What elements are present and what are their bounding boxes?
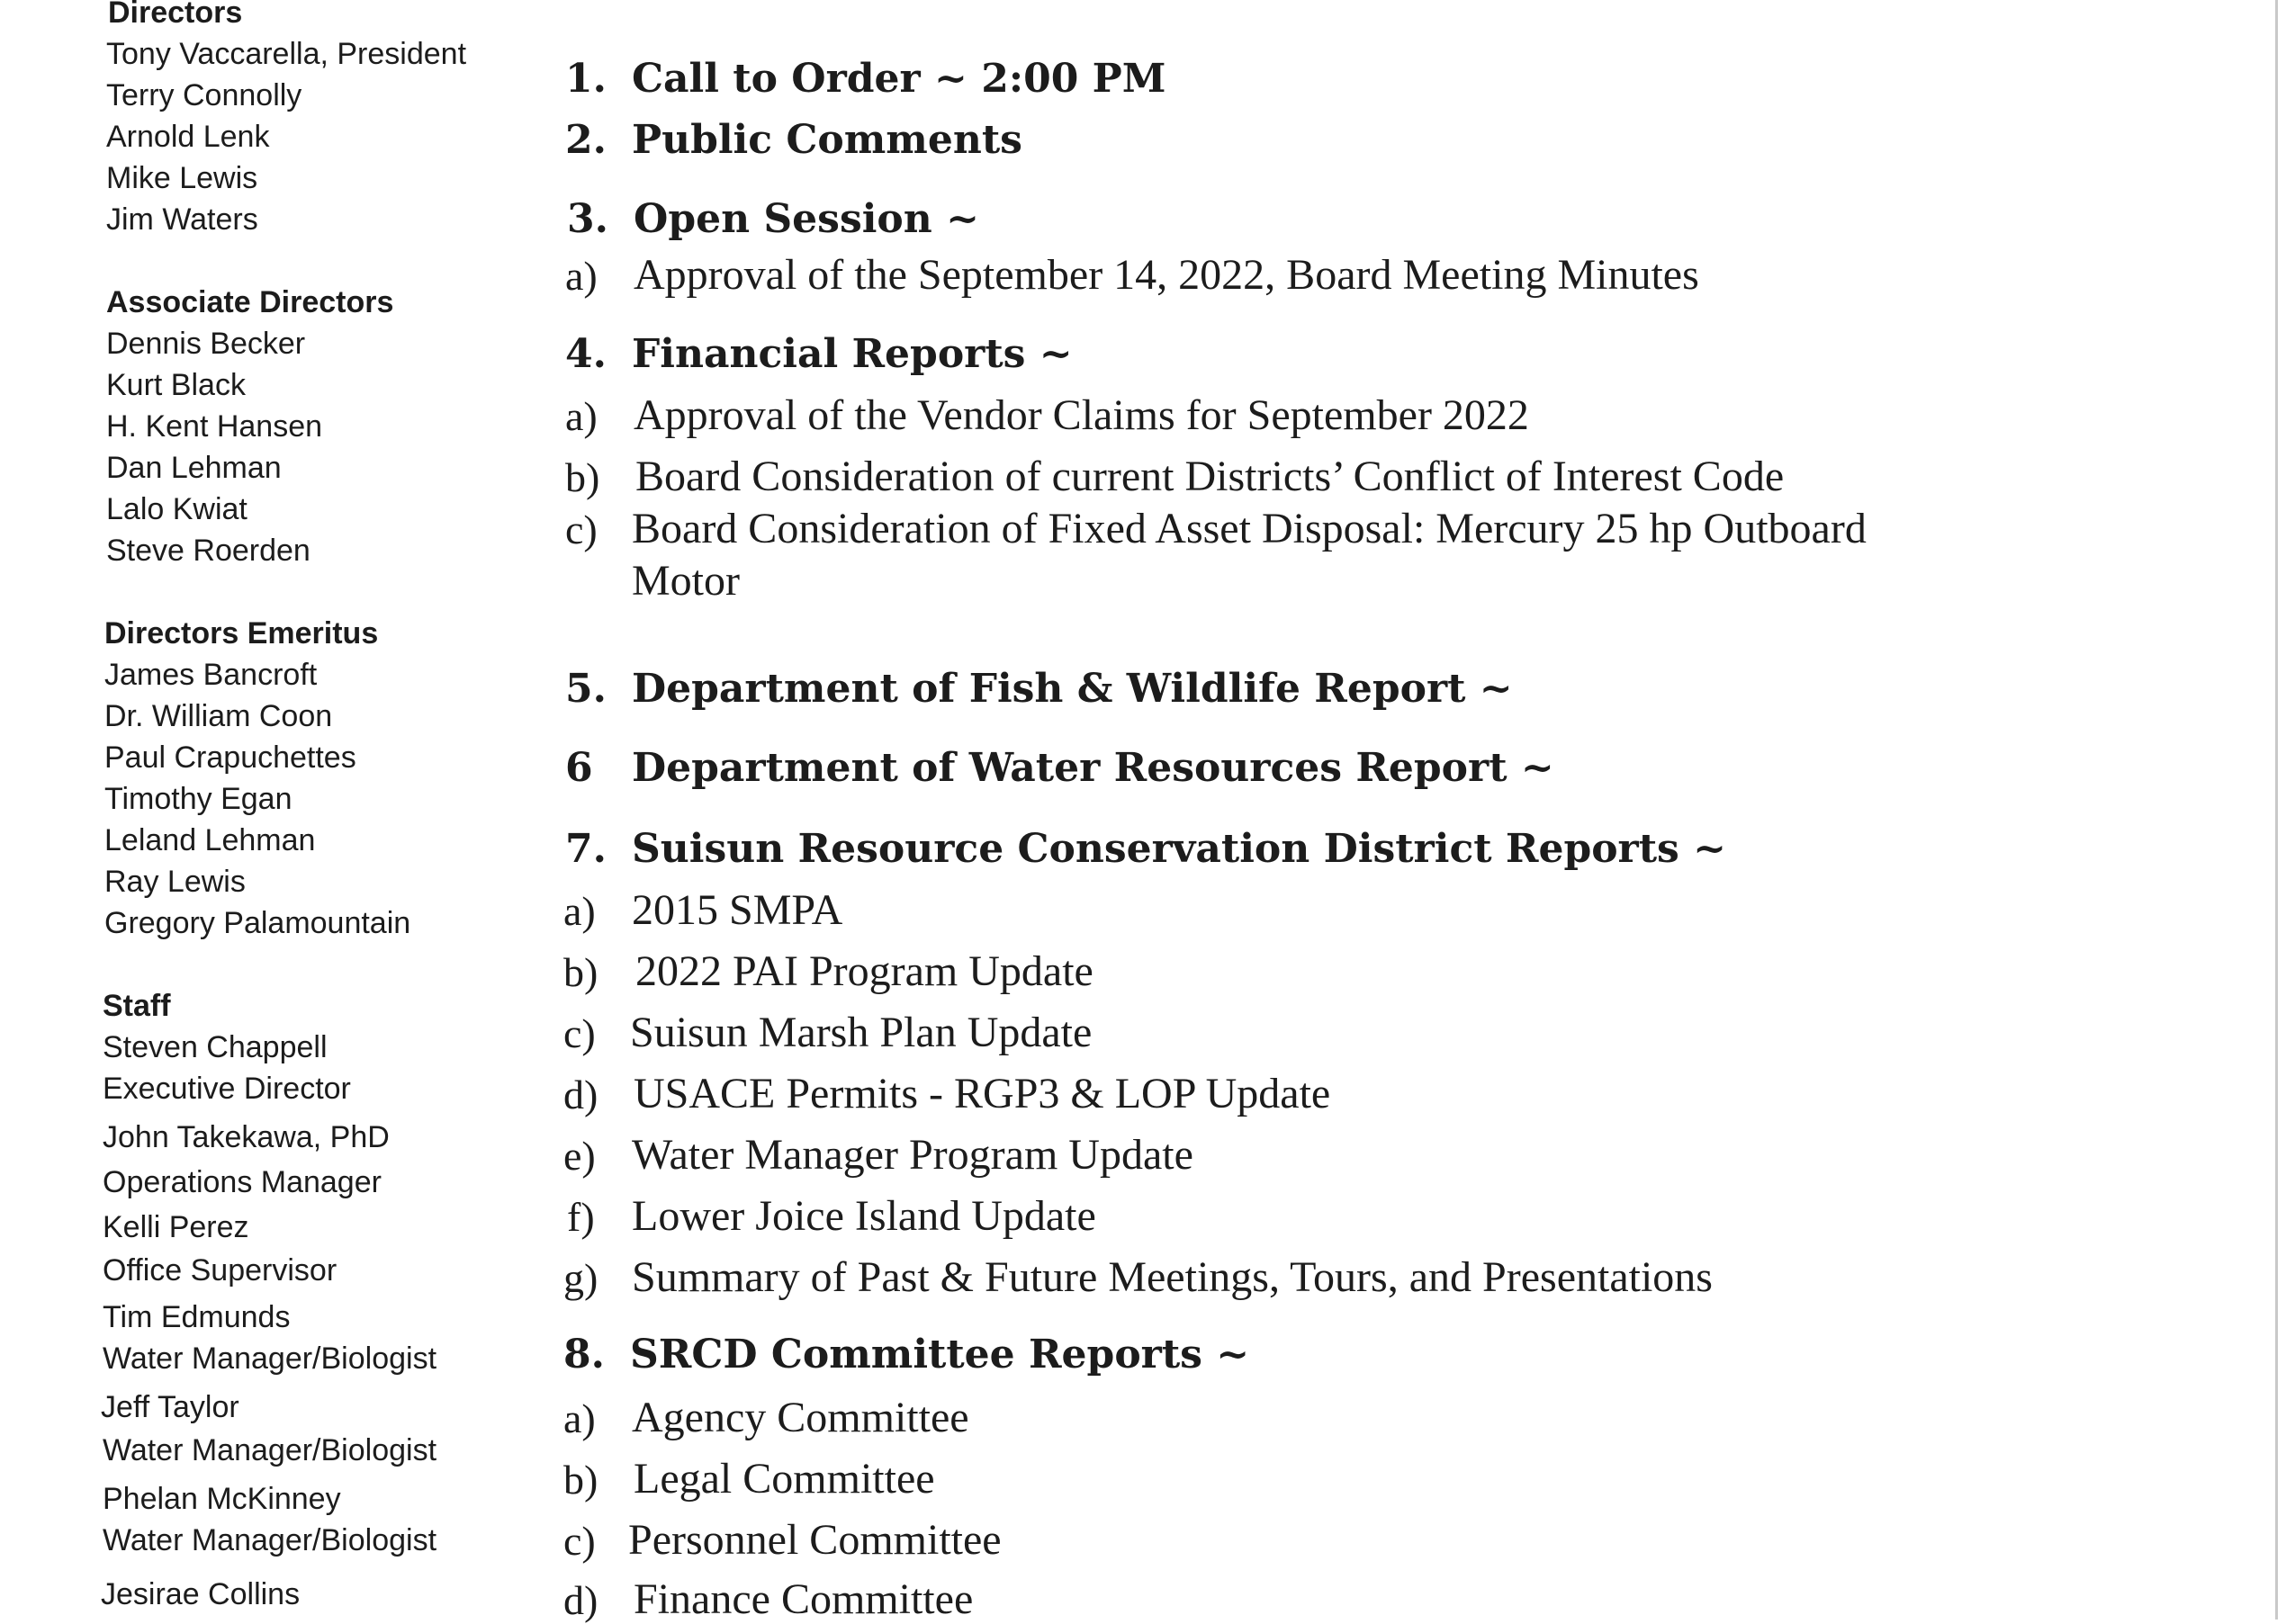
- agenda-item-number: 8.: [563, 1332, 605, 1377]
- agenda-subitem-letter: c): [563, 1010, 596, 1056]
- agenda-subitem-text: Water Manager Program Update: [632, 1131, 1193, 1179]
- agenda-subitem-letter: a): [563, 1395, 596, 1441]
- agenda-item-text: Department of Fish & Wildlife Report ~: [632, 666, 1513, 712]
- director-emeritus-name: Paul Crapuchettes: [104, 740, 356, 775]
- agenda-subitem-letter: f): [567, 1194, 595, 1240]
- associate-director-name: Dan Lehman: [106, 451, 282, 485]
- associate-directors-heading: Associate Directors: [106, 285, 394, 319]
- staff-name: Steven Chappell: [103, 1030, 328, 1064]
- staff-title: Water Manager/Biologist: [103, 1341, 437, 1376]
- agenda-subitem-text: Personnel Committee: [628, 1516, 1002, 1564]
- agenda-subitem-text: 2022 PAI Program Update: [635, 947, 1094, 995]
- agenda-item-number: 5.: [565, 666, 607, 712]
- agenda-subitem-letter: a): [565, 253, 598, 299]
- agenda-item-text: SRCD Committee Reports ~: [630, 1332, 1250, 1377]
- agenda-item-number: 6: [565, 745, 593, 791]
- staff-name: John Takekawa, PhD: [103, 1120, 390, 1154]
- director-name: Arnold Lenk: [106, 120, 270, 154]
- staff-title: Water Manager/Biologist: [103, 1523, 437, 1557]
- agenda-subitem-letter: c): [563, 1518, 596, 1564]
- associate-director-name: Dennis Becker: [106, 327, 306, 361]
- agenda-item-number: 1.: [565, 56, 607, 102]
- agenda-subitem-letter: g): [563, 1255, 598, 1301]
- agenda-subitem-text: Approval of the September 14, 2022, Board Meeting Minutes: [634, 251, 1699, 299]
- director-name: Jim Waters: [106, 202, 258, 237]
- staff-heading: Staff: [103, 989, 171, 1023]
- staff-title: Executive Director: [103, 1072, 351, 1106]
- agenda-subitem-text: Board Consideration of Fixed Asset Disposal: Mercury 25 hp Outboard: [632, 505, 1867, 552]
- associate-director-name: Lalo Kwiat: [106, 492, 248, 526]
- staff-title: Water Manager/Biologist: [103, 1433, 437, 1467]
- agenda-subitem-text: Lower Joice Island Update: [632, 1192, 1096, 1240]
- agenda-subitem-letter: d): [563, 1577, 598, 1623]
- agenda-subitem-text: Agency Committee: [632, 1394, 969, 1441]
- agenda-item-text: Call to Order ~ 2:00 PM: [632, 56, 1166, 102]
- agenda-item-number: 3.: [567, 196, 608, 242]
- agenda-subitem-text: Board Consideration of current Districts’ Conflict of Interest Code: [635, 453, 1785, 500]
- agenda-subitem-text: Suisun Marsh Plan Update: [630, 1009, 1093, 1056]
- agenda-subitem-text: Summary of Past & Future Meetings, Tours, and Presentations: [632, 1253, 1713, 1301]
- agenda-subitem-letter: b): [565, 454, 600, 500]
- agenda-item-number: 7.: [565, 826, 607, 872]
- agenda-subitem-letter: b): [563, 1457, 598, 1503]
- agenda-subitem-letter: e): [563, 1133, 596, 1179]
- director-emeritus-name: James Bancroft: [104, 658, 318, 692]
- staff-name: Tim Edmunds: [103, 1300, 291, 1334]
- agenda-item-number: 2.: [565, 117, 607, 163]
- director-emeritus-name: Timothy Egan: [104, 782, 292, 816]
- agenda-item-text: Financial Reports ~: [632, 331, 1073, 377]
- staff-name: Phelan McKinney: [103, 1482, 341, 1516]
- agenda-item-text: Public Comments: [632, 117, 1022, 163]
- director-name: Tony Vaccarella, President: [106, 37, 467, 71]
- agenda-subitem-letter: b): [563, 949, 598, 995]
- staff-title: Operations Manager: [103, 1165, 382, 1199]
- associate-director-name: Kurt Black: [106, 368, 246, 402]
- agenda-item-text: Open Session ~: [634, 196, 979, 242]
- agenda-subitem-text: Finance Committee: [634, 1575, 974, 1623]
- agenda-subitem-letter: a): [563, 888, 596, 934]
- staff-name: Jesirae Collins: [101, 1577, 301, 1611]
- agenda-item-text: Department of Water Resources Report ~: [632, 745, 1554, 791]
- agenda-subitem-letter: a): [565, 393, 598, 439]
- associate-director-name: Steve Roerden: [106, 534, 310, 568]
- staff-name: Kelli Perez: [103, 1210, 249, 1244]
- staff-title: Office Supervisor: [103, 1253, 338, 1288]
- director-emeritus-name: Leland Lehman: [104, 823, 316, 857]
- director-name: Terry Connolly: [106, 78, 302, 112]
- agenda-subitem-letter: d): [563, 1072, 598, 1117]
- agenda-item-number: 4.: [565, 331, 607, 377]
- staff-name: Jeff Taylor: [101, 1390, 239, 1424]
- agenda-item-text: Suisun Resource Conservation District Reports ~: [632, 826, 1727, 872]
- associate-director-name: H. Kent Hansen: [106, 409, 323, 444]
- agenda-subitem-text: Motor: [632, 557, 740, 605]
- directors-emeritus-heading: Directors Emeritus: [104, 616, 379, 650]
- agenda-subitem-letter: c): [565, 507, 598, 552]
- scan-edge-divider: [2275, 0, 2278, 1620]
- agenda-subitem-text: Approval of the Vendor Claims for September 2022: [634, 391, 1529, 439]
- director-emeritus-name: Dr. William Coon: [104, 699, 333, 733]
- director-emeritus-name: Ray Lewis: [104, 865, 246, 899]
- agenda-subitem-text: 2015 SMPA: [632, 886, 843, 934]
- director-emeritus-name: Gregory Palamountain: [104, 906, 411, 940]
- agenda-subitem-text: USACE Permits - RGP3 & LOP Update: [634, 1070, 1331, 1117]
- director-name: Mike Lewis: [106, 161, 258, 195]
- directors-heading: Directors: [108, 0, 243, 30]
- agenda-subitem-text: Legal Committee: [634, 1455, 935, 1503]
